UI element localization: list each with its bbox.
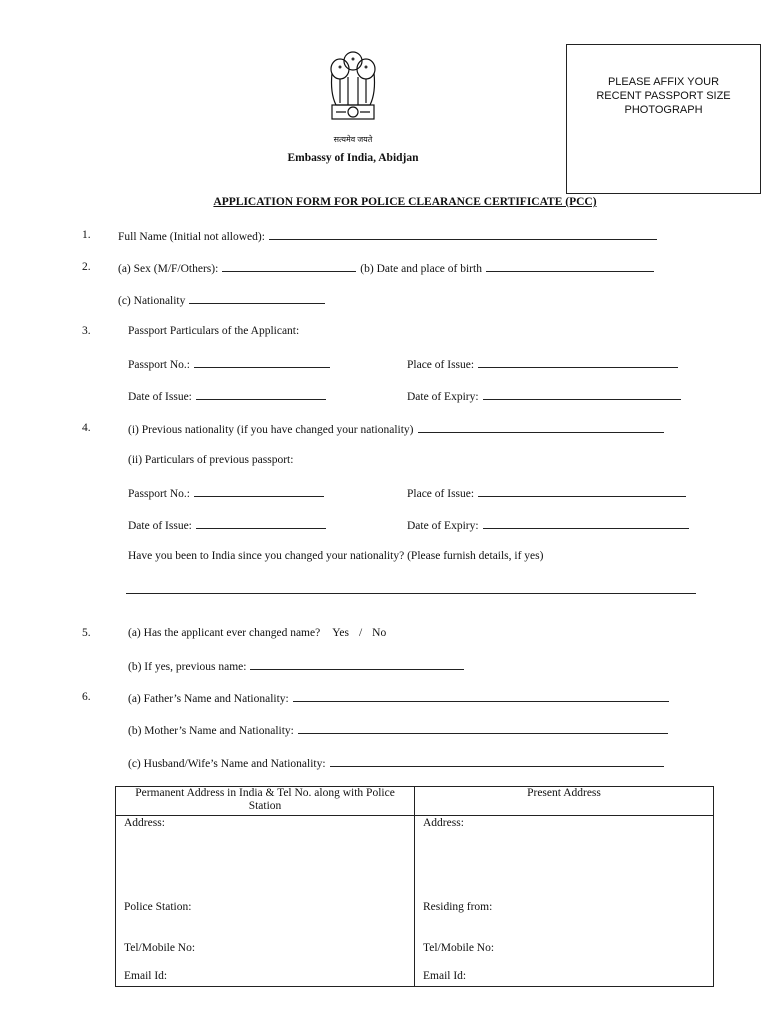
prev-date-of-expiry-field[interactable] [483, 518, 689, 529]
present-address-label: Address: [423, 817, 464, 829]
been-to-india-question: Have you been to India since you changed your nationality? (Please furnish details, if yes) [128, 550, 544, 562]
national-emblem-icon [318, 43, 388, 135]
item-number: 3. [82, 325, 91, 337]
present-email-label: Email Id: [423, 970, 467, 982]
residing-from-label: Residing from: [423, 901, 493, 913]
photo-box-line: RECENT PASSPORT SIZE [596, 90, 731, 102]
father-label: (a) Father’s Name and Nationality: [128, 693, 289, 705]
prev-passport-no-field[interactable] [194, 486, 324, 497]
item-number: 6. [82, 691, 91, 703]
permanent-address-cell[interactable] [116, 816, 415, 987]
full-name-field[interactable] [269, 229, 657, 240]
passport-no-field[interactable] [194, 357, 330, 368]
previous-name-label: (b) If yes, previous name: [128, 661, 247, 673]
place-of-issue-label: Place of Issue: [407, 359, 475, 371]
previous-passport-title: (ii) Particulars of previous passport: [128, 454, 294, 466]
prev-date-of-issue-field[interactable] [196, 518, 326, 529]
perm-tel-label: Tel/Mobile No: [124, 942, 196, 954]
date-of-expiry-field[interactable] [483, 389, 681, 400]
perm-police-station-label: Police Station: [124, 901, 192, 913]
spouse-field[interactable] [330, 756, 664, 767]
perm-address-label: Address: [124, 817, 165, 829]
mother-label: (b) Mother’s Name and Nationality: [128, 725, 294, 737]
date-of-issue-field[interactable] [196, 389, 326, 400]
prev-date-of-issue-label: Date of Issue: [128, 520, 192, 532]
no-option[interactable]: No [372, 627, 387, 639]
date-of-expiry-label: Date of Expiry: [407, 391, 479, 403]
dob-field[interactable] [486, 261, 654, 272]
prev-place-of-issue-label: Place of Issue: [407, 488, 475, 500]
item-number: 4. [82, 422, 91, 434]
photo-box-line: PLEASE AFFIX YOUR [607, 76, 720, 88]
full-name-label: Full Name (Initial not allowed): [118, 231, 265, 243]
father-field[interactable] [293, 691, 669, 702]
sex-field[interactable] [222, 261, 356, 272]
previous-nationality-field[interactable] [418, 422, 664, 433]
mother-field[interactable] [298, 723, 668, 734]
changed-name-question: (a) Has the applicant ever changed name? [128, 627, 321, 639]
dob-label: (b) Date and place of birth [360, 263, 482, 275]
item-number: 2. [82, 261, 91, 273]
nationality-field[interactable] [189, 293, 325, 304]
spouse-label: (c) Husband/Wife’s Name and Nationality: [128, 758, 326, 770]
prev-passport-no-label: Passport No.: [128, 488, 190, 500]
item-number: 1. [82, 229, 91, 241]
address-table [115, 786, 714, 987]
emblem-motto: सत्यमेव जयते [333, 135, 373, 144]
date-of-issue-label: Date of Issue: [128, 391, 192, 403]
perm-email-label: Email Id: [124, 970, 168, 982]
place-of-issue-field[interactable] [478, 357, 678, 368]
yes-option[interactable]: Yes [332, 627, 349, 639]
permanent-address-header: Permanent Address in India & Tel No. along with Police Station [116, 787, 415, 816]
photo-box[interactable] [566, 44, 761, 194]
form-title: APPLICATION FORM FOR POLICE CLEARANCE CERTIFICATE (PCC) [213, 196, 597, 208]
been-to-india-field[interactable] [126, 583, 696, 594]
passport-particulars-title: Passport Particulars of the Applicant: [128, 325, 300, 337]
present-address-cell[interactable] [415, 816, 714, 987]
previous-name-field[interactable] [250, 659, 464, 670]
sex-label: (a) Sex (M/F/Others): [118, 263, 219, 275]
present-address-header: Present Address [415, 787, 714, 816]
prev-place-of-issue-field[interactable] [478, 486, 686, 497]
embassy-name: Embassy of India, Abidjan [287, 152, 419, 164]
passport-no-label: Passport No.: [128, 359, 190, 371]
present-tel-label: Tel/Mobile No: [423, 942, 495, 954]
photo-box-line: PHOTOGRAPH [624, 104, 703, 116]
item-number: 5. [82, 627, 91, 639]
previous-nationality-label: (i) Previous nationality (if you have changed your nationality) [128, 424, 414, 436]
prev-date-of-expiry-label: Date of Expiry: [407, 520, 479, 532]
nationality-label: (c) Nationality [118, 295, 186, 307]
option-separator: / [358, 627, 363, 639]
